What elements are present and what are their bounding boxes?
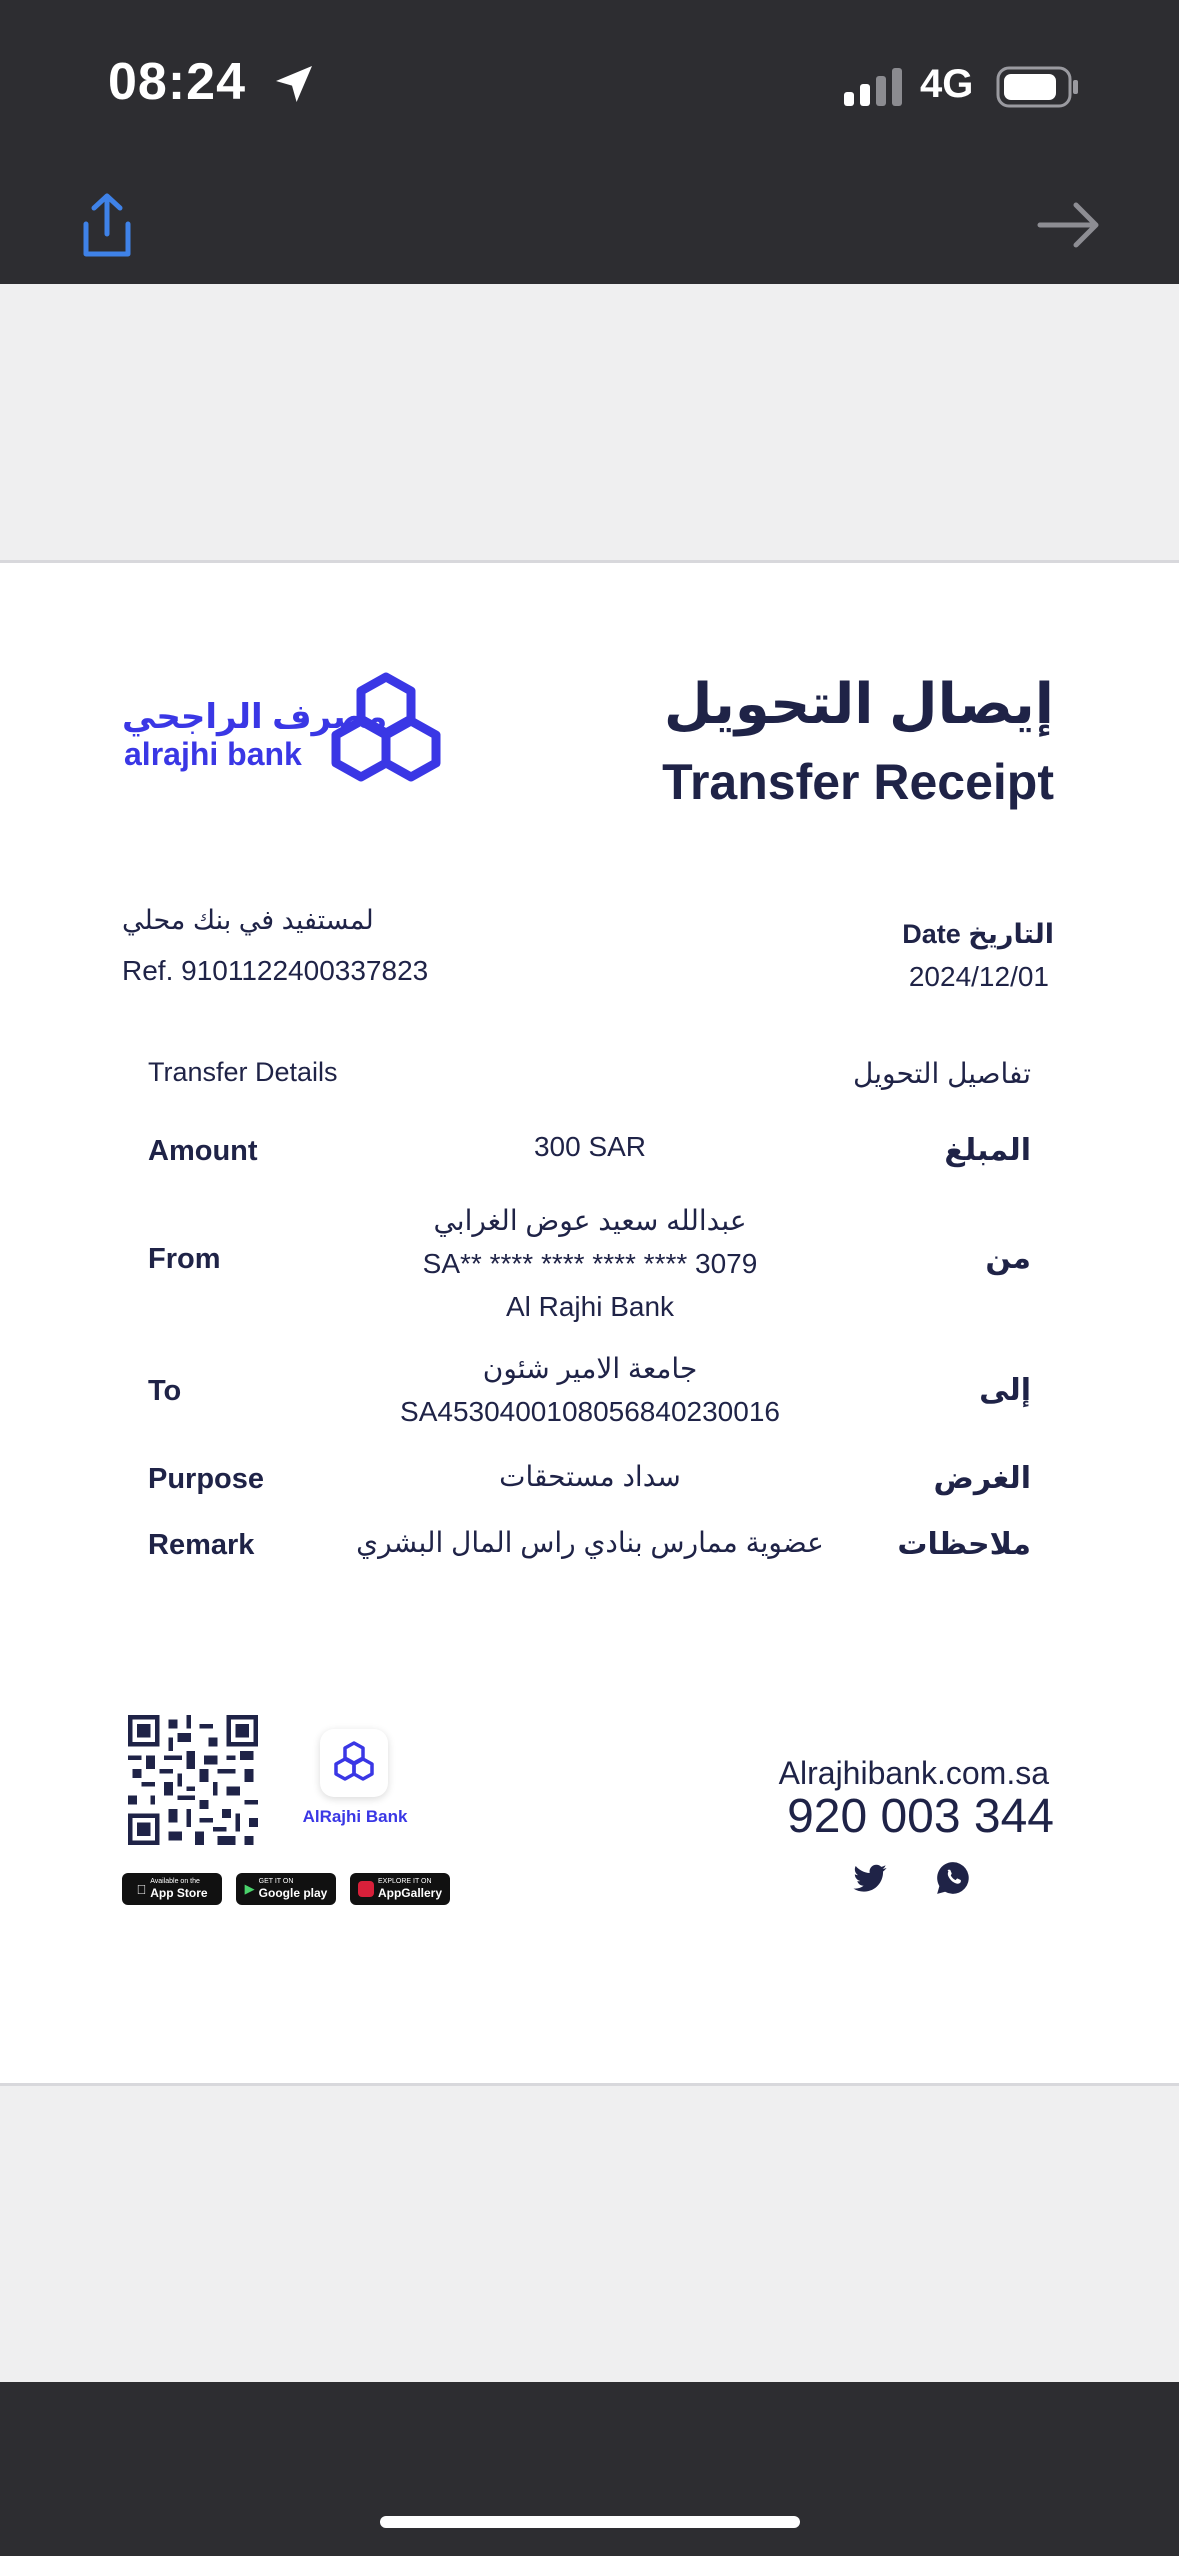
google-play-small-text: GET IT ON xyxy=(258,1878,294,1885)
sender-account: SA** **** **** **** **** 3079 xyxy=(422,1248,758,1279)
app-gallery-text: AppGallery xyxy=(377,1886,443,1900)
amount-value: 300 SAR xyxy=(533,1131,647,1162)
twitter-icon[interactable] xyxy=(852,1861,888,1897)
app-icon[interactable] xyxy=(320,1729,388,1797)
google-play-badge[interactable] xyxy=(236,1873,336,1905)
google-play-icon: ▶ xyxy=(244,1881,255,1896)
date-value: 2024/12/01 xyxy=(908,961,1049,992)
brand-name-arabic: مصرف الراجحي xyxy=(122,698,388,736)
purpose-value: سداد مستحقات xyxy=(499,1461,681,1492)
top-bar xyxy=(0,0,1179,284)
network-type: 4G xyxy=(920,62,974,106)
home-indicator[interactable] xyxy=(380,2516,800,2528)
beneficiary-name: جامعة الامير شئون xyxy=(482,1353,698,1384)
from-label-arabic: من xyxy=(985,1242,1031,1275)
transfer-receipt xyxy=(0,560,1179,2086)
qr-code[interactable] xyxy=(128,1715,258,1845)
receipt-title: Transfer Receipt xyxy=(662,754,1054,810)
receipt-title-arabic: إيصال التحويل xyxy=(663,672,1054,735)
beneficiary-type: لمستفيد في بنك محلي xyxy=(122,905,374,935)
app-store-badge[interactable] xyxy=(122,1873,222,1905)
purpose-label: Purpose xyxy=(148,1463,265,1495)
reference-number: Ref. 9101122400337823 xyxy=(122,955,429,986)
cellular-signal-icon xyxy=(844,68,906,106)
phone-number[interactable]: 920 003 344 xyxy=(787,1790,1054,1843)
remark-value: عضوية ممارس بنادي راس المال البشري xyxy=(356,1527,824,1558)
remark-label-arabic: ملاحظات xyxy=(897,1528,1031,1561)
website-link[interactable]: Alrajhibank.com.sa xyxy=(778,1755,1049,1791)
status-time: 08:24 xyxy=(108,53,246,111)
huawei-icon xyxy=(358,1881,374,1897)
arrow-right-icon[interactable] xyxy=(1034,192,1104,258)
location-arrow-icon xyxy=(270,60,318,108)
brand-name-english: alrajhi bank xyxy=(124,736,302,772)
to-label: To xyxy=(148,1375,182,1407)
google-play-text: Google play xyxy=(258,1886,328,1900)
app-gallery-small-text: EXPLORE IT ON xyxy=(377,1878,432,1885)
apple-icon xyxy=(136,1882,146,1897)
amount-label-arabic: المبلغ xyxy=(944,1134,1031,1167)
sender-name: عبدالله سعيد عوض الغرابي xyxy=(433,1205,747,1236)
purpose-label-arabic: الغرض xyxy=(933,1462,1031,1495)
remark-label: Remark xyxy=(148,1529,255,1561)
bottom-bar xyxy=(0,2382,1179,2556)
transfer-details-heading: Transfer Details xyxy=(148,1057,338,1087)
alrajhi-app-logo-icon xyxy=(320,1729,388,1797)
transfer-details-heading-arabic: تفاصيل التحويل xyxy=(853,1058,1031,1089)
from-label: From xyxy=(148,1243,221,1275)
to-label-arabic: إلى xyxy=(979,1374,1031,1407)
share-icon[interactable] xyxy=(72,190,142,260)
whatsapp-icon[interactable] xyxy=(934,1859,972,1897)
amount-label: Amount xyxy=(148,1135,258,1167)
beneficiary-iban: SA4530400108056840230016 xyxy=(400,1396,780,1427)
app-store-text: App Store xyxy=(145,1886,203,1900)
battery-icon xyxy=(996,66,1080,108)
app-store-small-text: Available on the xyxy=(145,1878,196,1885)
sender-bank: Al Rajhi Bank xyxy=(505,1291,675,1322)
app-name: AlRajhi Bank xyxy=(302,1807,408,1826)
date-label: Date التاريخ xyxy=(902,919,1054,949)
app-gallery-badge[interactable] xyxy=(350,1873,450,1905)
